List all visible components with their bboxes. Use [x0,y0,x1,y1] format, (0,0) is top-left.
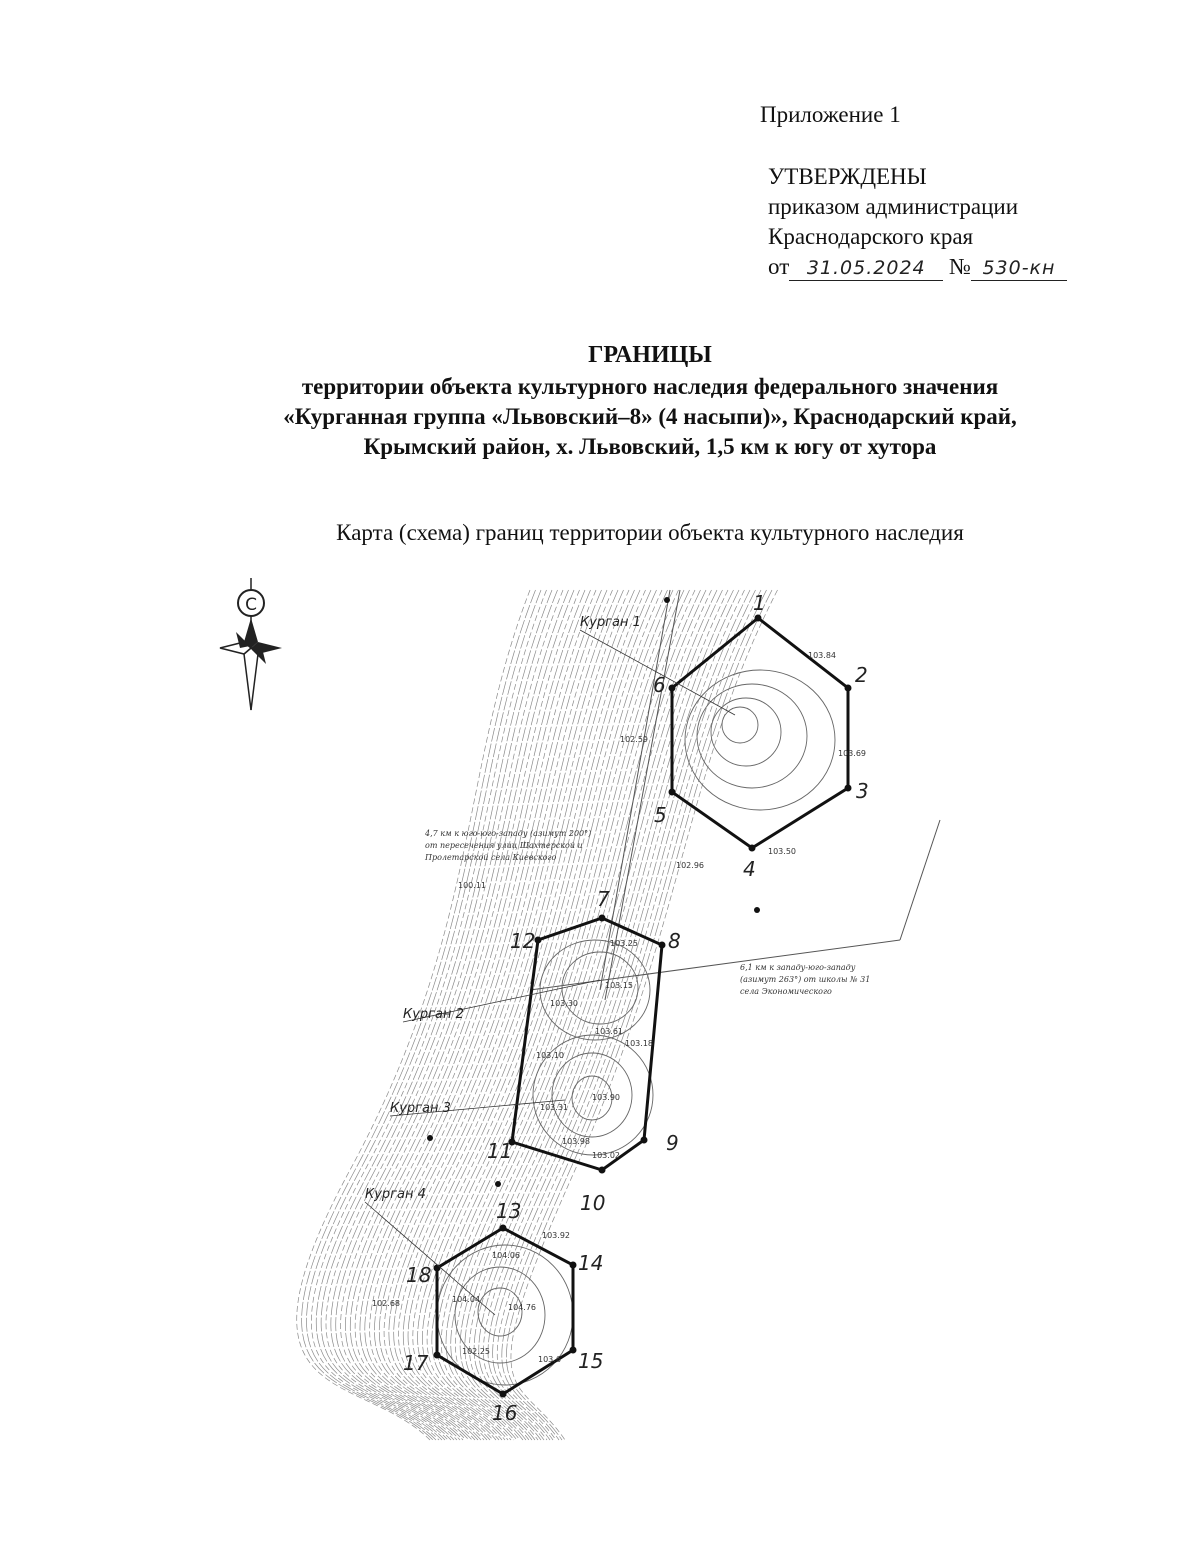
point-label: 8 [668,929,681,953]
number-handwritten: 530-кн [982,257,1056,279]
from-label: от [768,254,790,279]
point-label: 10 [580,1191,606,1215]
north-arrow-icon [220,578,282,710]
contour-line [493,590,756,1440]
date-field [789,255,943,281]
elevation: 103.84 [808,651,836,660]
approved-line-2: Краснодарского края [768,224,974,249]
point-label: 4 [743,857,756,881]
contour-line [474,590,733,1440]
elevation: 104.76 [508,1303,536,1312]
elevation: 103.15 [605,981,633,990]
elevation: 103.6 [538,1355,561,1364]
map-subtitle: Карта (схема) границ территории объекта культурного наследия [336,520,964,545]
elevation: 103.02 [592,1151,620,1160]
elevation: 104.04 [452,1295,480,1304]
elevation: 102.59 [620,735,648,744]
contour-line [460,590,717,1440]
elevation: 103.92 [542,1231,570,1240]
point-label: 3 [856,779,869,803]
approved-title: УТВЕРЖДЕНЫ [768,164,927,189]
contour-line [355,590,596,1440]
date-handwritten: 31.05.2024 [806,257,926,279]
point-label: 17 [403,1351,429,1375]
contour-line [483,590,744,1440]
kurgan-3-label: Курган 3 [390,1101,451,1116]
point-label: 2 [855,663,868,687]
elevation: 100.11 [458,881,486,890]
contour-line [497,590,761,1440]
contour-line [360,590,602,1440]
elevation: 102.68 [372,1299,400,1308]
note-line: от пересечения улиц Шахтерской и [425,841,583,850]
elevation: 103.98 [562,1137,590,1146]
title-line-2: «Курганная группа «Львовский–8» (4 насыпи)», Краснодарский край, [283,404,1017,429]
contour-line [506,590,772,1440]
contour-line [427,590,678,1440]
point-label: 18 [406,1263,432,1287]
elevation: 103.25 [610,939,638,948]
elevation: 102.96 [676,861,704,870]
approval-date-row [768,252,1067,282]
kurgan-1-label: Курган 1 [580,615,641,630]
elevation: 103.69 [838,749,866,758]
document-title [150,340,1150,462]
compass-letter: С [245,595,257,615]
elevation: 103.90 [592,1093,620,1102]
point-label: 9 [666,1131,679,1155]
title-line-1: территории объекта культурного наследия федерального значения [301,374,999,399]
elevation: 102.25 [462,1347,490,1356]
number-field [971,255,1067,281]
title-line-3: Крымский район, х. Львовский, 1,5 км к югу от хутора [363,434,937,459]
point-label: 16 [492,1401,518,1425]
approval-block [768,162,1067,282]
point-label: 5 [654,803,667,827]
note-line: Пролетарской села Киевского [425,853,557,862]
point-label: 14 [578,1251,604,1275]
elevation: 103.31 [540,1103,568,1112]
boundary-vertices [427,597,852,1398]
kurgan-2-label: Курган 2 [403,1007,464,1022]
elevation: 103.18 [625,1039,653,1048]
note-line: села Экономического [740,987,832,996]
approved-line-1: приказом администрации [768,194,1019,219]
contour-line [465,590,723,1440]
point-label: 7 [597,887,610,911]
elevation: 103.10 [536,1051,564,1060]
kurgan-4-label: Курган 4 [365,1187,426,1202]
note-line: (азимут 263°) от школы № 31 [740,975,871,984]
point-label: 15 [578,1349,604,1373]
number-label: № [949,254,971,279]
elevation: 103.50 [768,847,796,856]
contour-line [365,590,607,1440]
point-label: 11 [487,1139,513,1163]
contour-line [502,590,767,1440]
appendix-label: Приложение 1 [760,102,901,127]
note-line: 4,7 км к юго-юго-западу (азимут 200°) [425,829,592,838]
kurgan-leaders [365,630,735,1315]
contour-line [511,590,778,1440]
elevation: 104.06 [492,1251,520,1260]
point-label: 1 [753,591,766,615]
elevation: 103.61 [595,1027,623,1036]
terrain-contours [297,590,778,1440]
note-line: 6,1 км к западу-юго-западу [740,963,856,972]
point-label: 12 [510,929,536,953]
boundary-map [200,570,960,1450]
point-label: 6 [653,673,666,697]
title-main: ГРАНИЦЫ [588,342,712,368]
point-label: 13 [496,1199,522,1223]
contour-line [350,590,590,1440]
elevation: 103.30 [550,999,578,1008]
